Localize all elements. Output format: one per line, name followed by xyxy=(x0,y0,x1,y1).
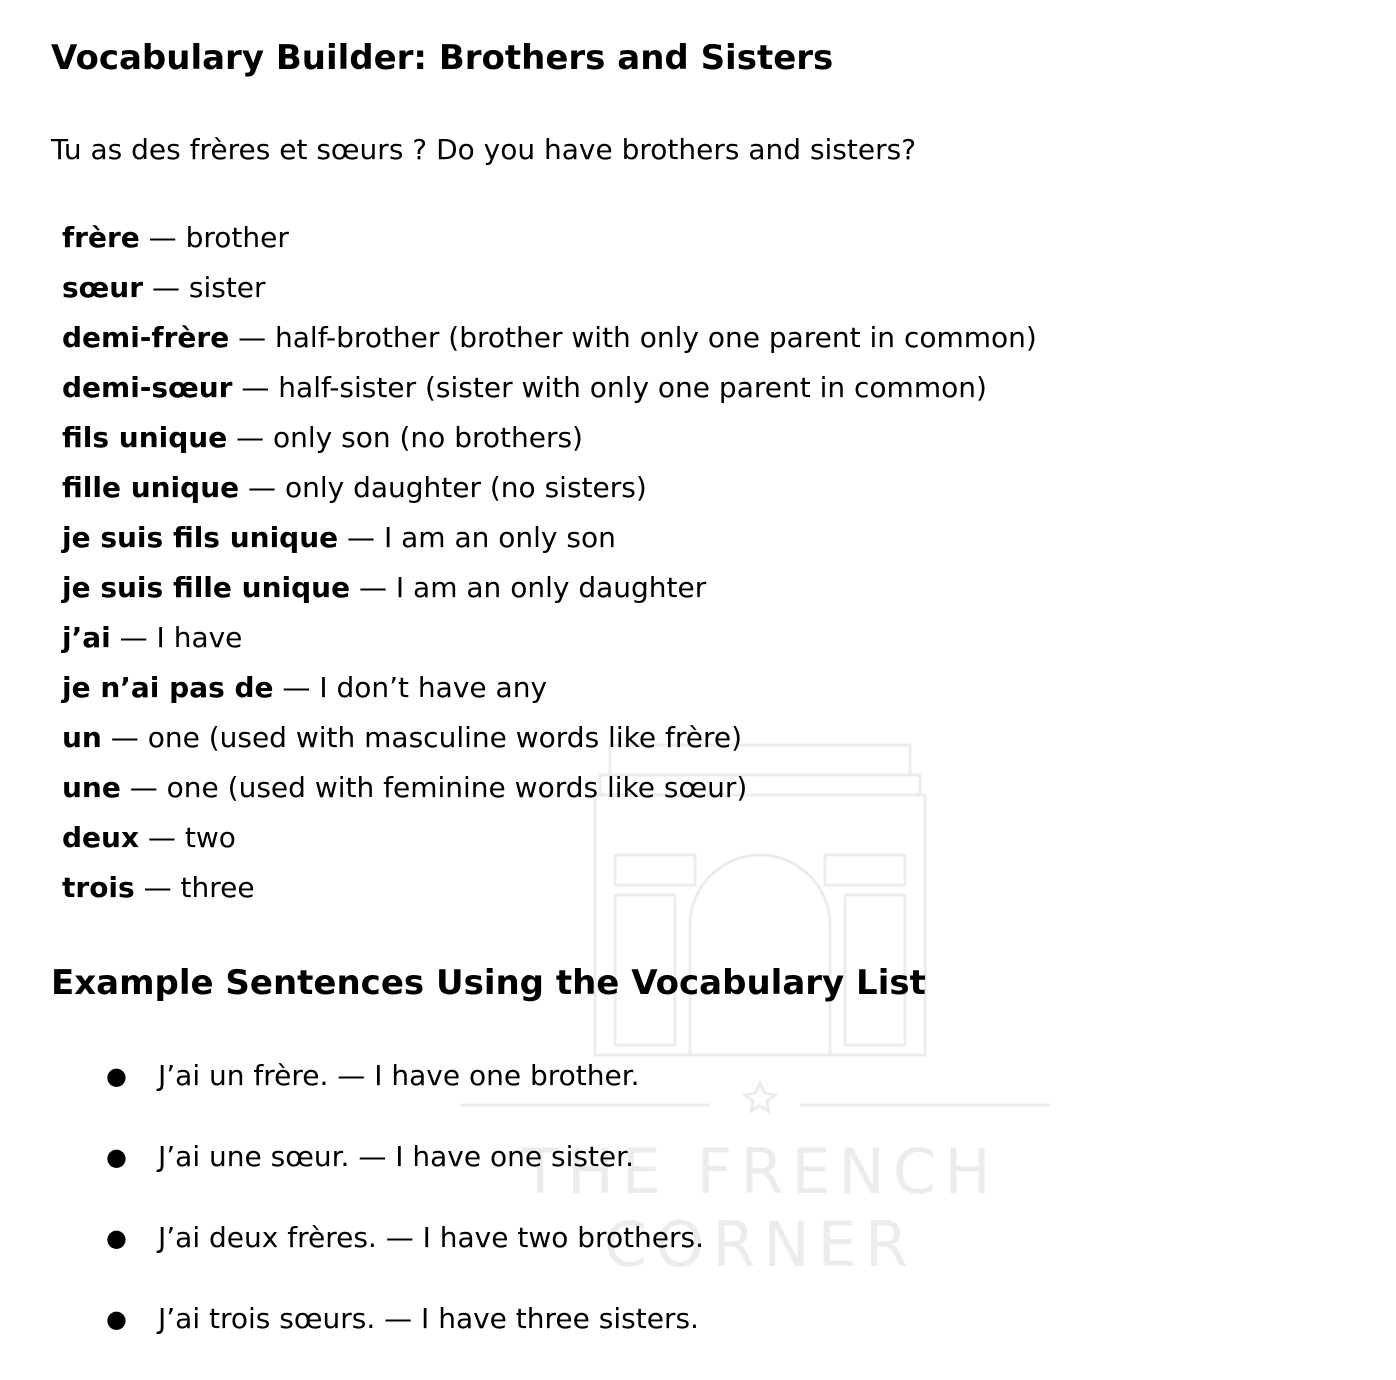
examples-list xyxy=(0,1055,704,1379)
vocab-separator: — xyxy=(338,521,384,554)
vocab-item xyxy=(62,768,1037,818)
vocab-meaning: I don’t have any xyxy=(319,671,548,704)
vocab-term: un xyxy=(62,721,102,754)
vocab-item xyxy=(62,618,1037,668)
example-item xyxy=(0,1055,704,1136)
vocab-term: fille unique xyxy=(62,471,240,504)
vocab-separator: — xyxy=(139,221,186,254)
vocab-item xyxy=(62,568,1037,618)
vocab-term: je suis fils unique xyxy=(62,521,339,554)
vocab-meaning: brother xyxy=(185,221,289,254)
vocab-item xyxy=(62,368,1037,418)
section-title-examples: Example Sentences Using the Vocabulary List xyxy=(51,963,926,1003)
vocab-term: sœur xyxy=(62,271,144,304)
vocab-separator: — xyxy=(350,571,396,604)
vocab-term: une xyxy=(62,771,121,804)
example-text: J’ai un frère. — I have one brother. xyxy=(158,1059,640,1092)
vocab-term: je suis fille unique xyxy=(62,571,351,604)
example-item xyxy=(0,1298,704,1379)
vocab-meaning: one (used with masculine words like frère) xyxy=(147,721,742,754)
vocab-item xyxy=(62,218,1037,268)
vocab-meaning: I am an only daughter xyxy=(395,571,707,604)
vocab-meaning: only daughter (no sisters) xyxy=(284,471,647,504)
example-text: J’ai deux frères. — I have two brothers. xyxy=(158,1221,705,1254)
vocab-term: demi-frère xyxy=(62,321,230,354)
vocab-separator: — xyxy=(110,621,157,654)
vocab-term: demi-sœur xyxy=(62,371,233,404)
vocab-item xyxy=(62,668,1037,718)
vocab-meaning: half-brother (brother with only one parent in common) xyxy=(275,321,1037,354)
vocab-item xyxy=(62,518,1037,568)
vocab-meaning: sister xyxy=(188,271,266,304)
example-text: J’ai trois sœurs. — I have three sisters. xyxy=(158,1302,699,1335)
vocab-separator: — xyxy=(101,721,148,754)
vocab-separator: — xyxy=(139,821,185,854)
vocab-meaning: I am an only son xyxy=(383,521,616,554)
vocab-meaning: only son (no brothers) xyxy=(273,421,583,454)
vocab-meaning: half-sister (sister with only one parent in common) xyxy=(278,371,987,404)
bullet-icon: ● xyxy=(106,1143,127,1171)
example-item xyxy=(0,1217,704,1298)
intro-text: Tu as des frères et sœurs ? Do you have brothers and sisters? xyxy=(51,133,917,166)
page-title: Vocabulary Builder: Brothers and Sisters xyxy=(51,38,834,78)
vocab-separator: — xyxy=(134,871,181,904)
vocab-separator: — xyxy=(143,271,189,304)
vocab-meaning: I have xyxy=(156,621,243,654)
bullet-icon: ● xyxy=(106,1062,127,1090)
vocab-separator: — xyxy=(239,471,285,504)
vocab-meaning: three xyxy=(180,871,255,904)
vocab-item xyxy=(62,818,1037,868)
vocab-separator: — xyxy=(229,321,276,354)
vocab-term: deux xyxy=(62,821,140,854)
vocab-separator: — xyxy=(232,371,279,404)
vocab-separator: — xyxy=(227,421,274,454)
vocab-item xyxy=(62,468,1037,518)
bullet-icon: ● xyxy=(106,1305,127,1333)
bullet-icon: ● xyxy=(106,1224,127,1252)
vocab-meaning: one (used with feminine words like sœur) xyxy=(166,771,748,804)
vocab-term: trois xyxy=(62,871,135,904)
vocab-term: j’ai xyxy=(62,621,111,654)
example-item xyxy=(0,1136,704,1217)
vocab-term: je n’ai pas de xyxy=(62,671,274,704)
vocab-item xyxy=(62,418,1037,468)
vocab-term: fils unique xyxy=(62,421,228,454)
watermark-text: THE FRENCH CORNER xyxy=(521,1135,999,1281)
vocab-separator: — xyxy=(273,671,320,704)
vocab-separator: — xyxy=(120,771,167,804)
vocab-meaning: two xyxy=(184,821,236,854)
vocab-item xyxy=(62,868,1037,918)
example-text: J’ai une sœur. — I have one sister. xyxy=(158,1140,634,1173)
vocabulary-list xyxy=(62,218,1037,918)
vocab-item xyxy=(62,268,1037,318)
vocab-term: frère xyxy=(62,221,140,254)
vocab-item xyxy=(62,318,1037,368)
vocab-item xyxy=(62,718,1037,768)
